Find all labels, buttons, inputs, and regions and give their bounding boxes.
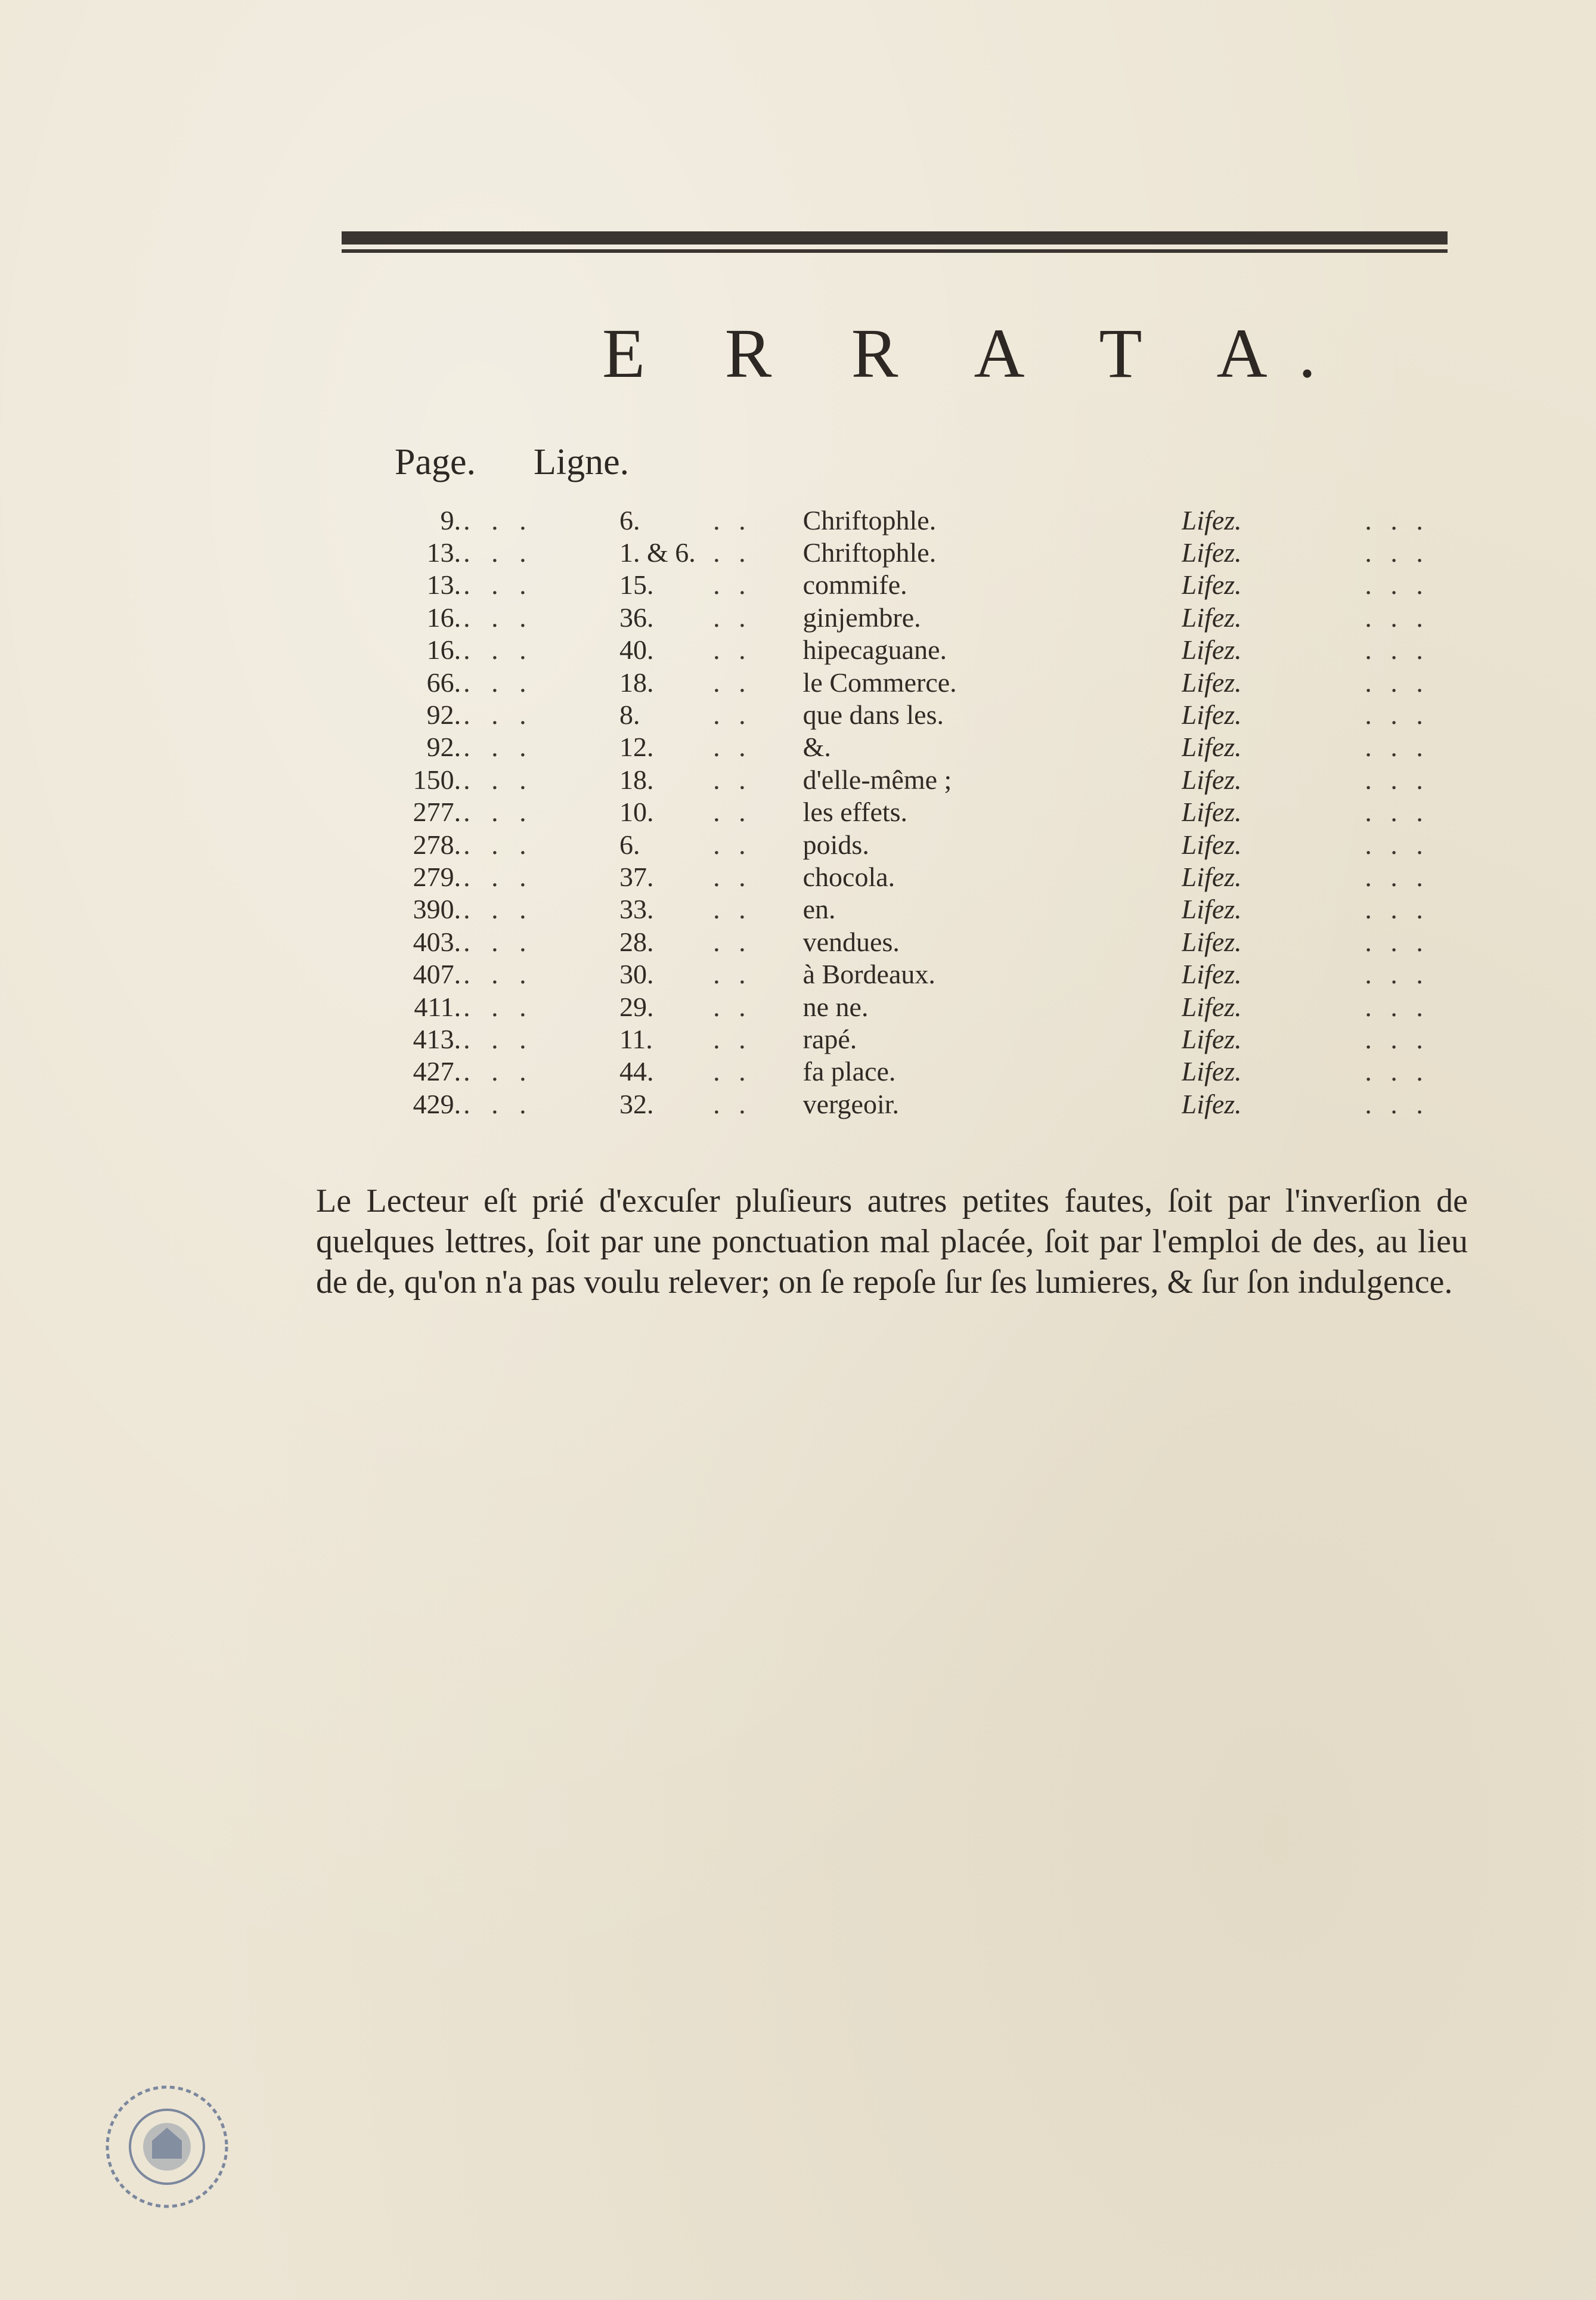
errata-page-number: 429.: [413, 1088, 461, 1119]
leader-dots: . . .: [463, 504, 534, 535]
errata-row: [370, 828, 1455, 860]
errata-line-number: 29.: [619, 991, 654, 1022]
errata-page-number: 413.: [413, 1023, 461, 1054]
errata-row: [370, 763, 1455, 795]
errata-row: [370, 796, 1455, 828]
errata-incorrect-text: en.: [802, 894, 836, 925]
errata-row: [370, 698, 1455, 730]
errata-line-number: 6.: [619, 504, 640, 535]
errata-incorrect-text: poids.: [802, 829, 869, 860]
leader-dots: . .: [713, 797, 752, 828]
leader-dots: . .: [713, 504, 752, 535]
errata-page-number: 92.: [426, 699, 461, 730]
errata-page-number: 279.: [413, 861, 461, 892]
errata-line-number: 1. & 6.: [619, 537, 696, 568]
errata-row: [370, 666, 1455, 698]
leader-dots: . . .: [463, 569, 534, 600]
errata-line-number: 40.: [619, 634, 654, 665]
errata-lisez-label: Lifez.: [1181, 602, 1242, 633]
errata-page-number: 150.: [413, 764, 461, 795]
errata-page-number: 278.: [413, 829, 461, 860]
errata-line-number: 6.: [619, 829, 640, 860]
leader-dots: . . .: [463, 1088, 534, 1119]
leader-dots: . . .: [463, 1023, 534, 1054]
leader-dots: . . .: [1365, 797, 1429, 828]
leader-dots: . . .: [1365, 569, 1429, 600]
errata-row: [370, 601, 1455, 633]
leader-dots: . . .: [1365, 732, 1429, 763]
errata-incorrect-text: rapé.: [802, 1023, 857, 1054]
header-rule: [342, 231, 1448, 254]
errata-lisez-label: Lifez.: [1181, 1056, 1242, 1087]
leader-dots: . . .: [463, 602, 534, 633]
leader-dots: . . .: [463, 537, 534, 568]
errata-incorrect-text: vendues.: [802, 926, 900, 957]
errata-lisez-label: Lifez.: [1181, 634, 1242, 665]
leader-dots: . . .: [1365, 959, 1429, 990]
leader-dots: . . .: [1365, 764, 1429, 795]
errata-line-number: 30.: [619, 959, 654, 990]
leader-dots: . . .: [1365, 1023, 1429, 1054]
leader-dots: . . .: [1365, 504, 1429, 535]
errata-lisez-label: Lifez.: [1181, 894, 1242, 925]
leader-dots: . . .: [463, 797, 534, 828]
errata-incorrect-text: ne ne.: [802, 991, 869, 1022]
errata-lisez-label: Lifez.: [1181, 699, 1242, 730]
leader-dots: . .: [713, 667, 752, 698]
leader-dots: . .: [713, 1056, 752, 1087]
errata-page-number: 411.: [414, 991, 461, 1022]
library-stamp-icon: [95, 2075, 238, 2218]
errata-lisez-label: Lifez.: [1181, 732, 1242, 763]
errata-lisez-label: Lifez.: [1181, 569, 1242, 600]
leader-dots: . . .: [463, 634, 534, 665]
leader-dots: . .: [713, 634, 752, 665]
header-rule-thin: [342, 249, 1448, 253]
errata-incorrect-text: d'elle-même ;: [802, 764, 952, 795]
errata-lisez-label: Lifez.: [1181, 959, 1242, 990]
leader-dots: . . .: [463, 732, 534, 763]
errata-lisez-label: Lifez.: [1181, 797, 1242, 828]
leader-dots: . . .: [463, 699, 534, 730]
errata-lisez-label: Lifez.: [1181, 504, 1242, 535]
errata-incorrect-text: &.: [802, 732, 831, 763]
column-header-ligne: Ligne.: [534, 442, 630, 482]
leader-dots: . .: [713, 1023, 752, 1054]
leader-dots: . . .: [463, 829, 534, 860]
leader-dots: . . .: [463, 861, 534, 892]
errata-page-number: 16.: [426, 602, 461, 633]
errata-row: [370, 860, 1455, 893]
errata-page-number: 9.: [440, 504, 461, 535]
errata-page-number: 427.: [413, 1056, 461, 1087]
errata-line-number: 8.: [619, 699, 640, 730]
errata-lisez-label: Lifez.: [1181, 1023, 1242, 1054]
errata-page-number: 277.: [413, 797, 461, 828]
leader-dots: . . .: [463, 991, 534, 1022]
errata-lisez-label: Lifez.: [1181, 764, 1242, 795]
errata-page-number: 390.: [413, 894, 461, 925]
errata-page-number: 13.: [426, 569, 461, 600]
leader-dots: . . .: [1365, 602, 1429, 633]
errata-row: [370, 536, 1455, 568]
page-title: E R R A T A.: [602, 314, 1347, 392]
leader-dots: . . .: [463, 894, 534, 925]
leader-dots: . . .: [463, 926, 534, 957]
leader-dots: . .: [713, 1088, 752, 1119]
errata-row: [370, 893, 1455, 925]
leader-dots: . .: [713, 894, 752, 925]
errata-page-number: 92.: [426, 732, 461, 763]
leader-dots: . .: [713, 861, 752, 892]
leader-dots: . . .: [1365, 861, 1429, 892]
errata-lisez-label: Lifez.: [1181, 1088, 1242, 1119]
errata-page-number: 16.: [426, 634, 461, 665]
errata-lisez-label: Lifez.: [1181, 667, 1242, 698]
leader-dots: . .: [713, 537, 752, 568]
leader-dots: . . .: [1365, 926, 1429, 957]
leader-dots: . . .: [1365, 634, 1429, 665]
errata-incorrect-text: commife.: [802, 569, 907, 600]
errata-lisez-label: Lifez.: [1181, 926, 1242, 957]
leader-dots: . . .: [1365, 667, 1429, 698]
errata-line-number: 11.: [619, 1023, 653, 1054]
leader-dots: . . .: [463, 764, 534, 795]
errata-line-number: 18.: [619, 764, 654, 795]
reader-notice: Le Lecteur eſt prié d'excuſer pluſieurs autres petites fautes, ſoit par l'inverſion de quelques lettres, ſoit par une ponctuation mal placée, ſoit par l'emploi de des, au lieu de de, qu'on n'a pas voulu relever; on ſe repoſe ſur ſes lumieres, & ſur ſon indulgence.: [316, 1182, 1468, 1301]
leader-dots: . . .: [1365, 699, 1429, 730]
errata-incorrect-text: à Bordeaux.: [802, 959, 935, 990]
leader-dots: . . .: [1365, 1056, 1429, 1087]
errata-page-number: 403.: [413, 926, 461, 957]
errata-row: [370, 925, 1455, 958]
errata-row: [370, 731, 1455, 763]
errata-line-number: 37.: [619, 861, 654, 892]
errata-incorrect-text: Chriftophle.: [802, 504, 937, 535]
errata-table: [370, 504, 1455, 1120]
leader-dots: . .: [713, 959, 752, 990]
errata-page-number: 66.: [426, 667, 461, 698]
errata-lisez-label: Lifez.: [1181, 861, 1242, 892]
errata-lisez-label: Lifez.: [1181, 829, 1242, 860]
leader-dots: . .: [713, 991, 752, 1022]
leader-dots: . .: [713, 732, 752, 763]
leader-dots: . .: [713, 926, 752, 957]
header-rule-thick: [342, 231, 1448, 244]
errata-line-number: 28.: [619, 926, 654, 957]
leader-dots: . .: [713, 699, 752, 730]
errata-incorrect-text: que dans les.: [802, 699, 944, 730]
errata-incorrect-text: les effets.: [802, 797, 908, 828]
leader-dots: . .: [713, 764, 752, 795]
errata-row: [370, 1088, 1455, 1120]
errata-incorrect-text: hipecaguane.: [802, 634, 947, 665]
errata-line-number: 18.: [619, 667, 654, 698]
leader-dots: . .: [713, 569, 752, 600]
errata-line-number: 36.: [619, 602, 654, 633]
column-header-page: Page.: [395, 442, 476, 482]
errata-page-number: 407.: [413, 959, 461, 990]
errata-incorrect-text: le Commerce.: [802, 667, 957, 698]
errata-incorrect-text: chocola.: [802, 861, 895, 892]
errata-line-number: 10.: [619, 797, 654, 828]
errata-row: [370, 1023, 1455, 1055]
errata-line-number: 12.: [619, 732, 654, 763]
leader-dots: . . .: [1365, 537, 1429, 568]
errata-line-number: 15.: [619, 569, 654, 600]
errata-row: [370, 569, 1455, 601]
errata-row: [370, 990, 1455, 1023]
errata-incorrect-text: fa place.: [802, 1056, 896, 1087]
leader-dots: . . .: [1365, 1088, 1429, 1119]
errata-line-number: 32.: [619, 1088, 654, 1119]
errata-page-number: 13.: [426, 537, 461, 568]
errata-row: [370, 958, 1455, 990]
leader-dots: . . .: [463, 959, 534, 990]
errata-lisez-label: Lifez.: [1181, 991, 1242, 1022]
errata-incorrect-text: vergeoir.: [802, 1088, 900, 1119]
errata-line-number: 44.: [619, 1056, 654, 1087]
leader-dots: . .: [713, 829, 752, 860]
errata-line-number: 33.: [619, 894, 654, 925]
errata-row: [370, 634, 1455, 666]
leader-dots: . . .: [1365, 829, 1429, 860]
leader-dots: . . .: [463, 667, 534, 698]
errata-incorrect-text: Chriftophle.: [802, 537, 937, 568]
leader-dots: . .: [713, 602, 752, 633]
errata-row: [370, 504, 1455, 536]
leader-dots: . . .: [1365, 991, 1429, 1022]
leader-dots: . . .: [1365, 894, 1429, 925]
errata-row: [370, 1055, 1455, 1088]
errata-lisez-label: Lifez.: [1181, 537, 1242, 568]
errata-incorrect-text: ginjembre.: [802, 602, 921, 633]
leader-dots: . . .: [463, 1056, 534, 1087]
